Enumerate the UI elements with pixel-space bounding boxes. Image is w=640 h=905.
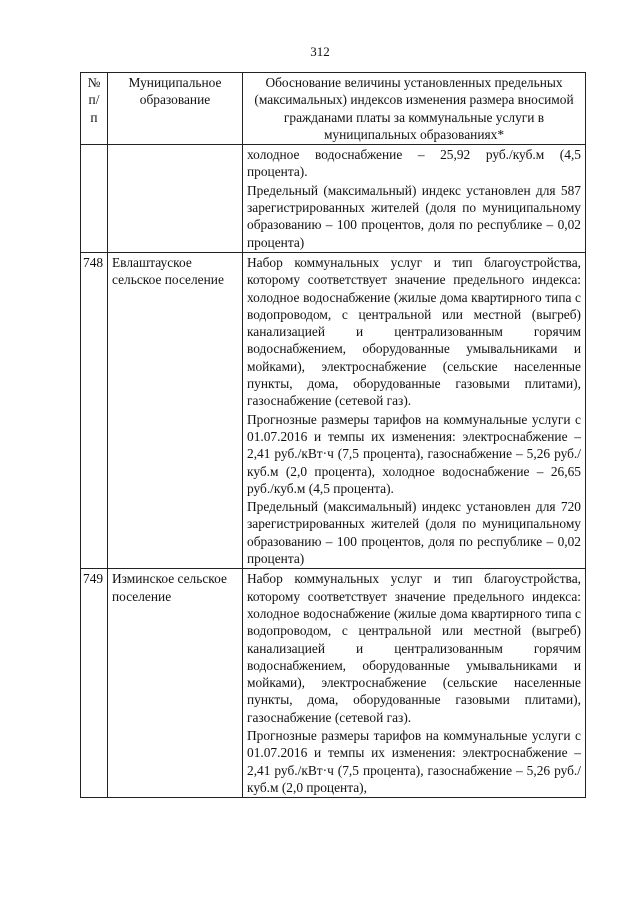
table-row xyxy=(81,569,586,798)
justification-paragraph: холодное водоснабжение – 25,92 руб./куб.м (4,5 процента). xyxy=(247,147,581,180)
table-row xyxy=(81,145,586,253)
row-justification xyxy=(243,252,586,568)
header-justification: Обоснование величины установленных предельных (максимальных) индексов изменения размера вносимой гражданами платы за коммунальные услуги в муниципальных образованиях* xyxy=(243,73,586,145)
justification-paragraph: Прогнозные размеры тарифов на коммунальные услуги с 01.07.2016 и темпы их изменения: электроснабжение – 2,41 руб./кВт·ч (7,5 процента), газоснабжение – 5,26 руб./куб.м (2,0 процента), xyxy=(247,727,581,795)
row-municipality: Евлаштауское сельское поселение xyxy=(108,252,243,568)
page-number: 312 xyxy=(310,44,330,59)
justification-paragraph: Набор коммунальных услуг и тип благоустройства, которому соответствует значение предельного индекса: холодное водоснабжение (жилые дома квартирного типа с водопроводом, с центральной или местной (выгреб) канализацией и централизованным горячим водоснабжением, оборудованные умывальниками и мойками), электроснабжение (сельские населенные пункты, дома, оборудованные газовыми плитами), газоснабжение (сетевой газ). xyxy=(247,571,581,725)
row-number: 749 xyxy=(81,569,108,798)
row-number xyxy=(81,145,108,253)
row-number: 748 xyxy=(81,252,108,568)
justification-paragraph: Предельный (максимальный) индекс установлен для 720 зарегистрированных жителей (доля по муниципальному образованию – 100 процентов, доля по республике – 0,02 процента) xyxy=(247,499,581,567)
table-row xyxy=(81,252,586,568)
justification-paragraph: Предельный (максимальный) индекс установлен для 587 зарегистрированных жителей (доля по муниципальному образованию – 100 процентов, доля по республике – 0,02 процента) xyxy=(247,182,581,250)
tariff-index-table xyxy=(80,72,586,798)
row-justification xyxy=(243,145,586,253)
header-num: № п/п xyxy=(81,73,108,145)
row-justification xyxy=(243,569,586,798)
table-header-row xyxy=(81,73,586,145)
row-municipality: Изминское сельское поселение xyxy=(108,569,243,798)
justification-paragraph: Набор коммунальных услуг и тип благоустройства, которому соответствует значение предельного индекса: холодное водоснабжение (жилые дома квартирного типа с водопроводом, с центральной или местной (выгреб) канализацией и централизованным горячим водоснабжением, оборудованные умывальниками и мойками), электроснабжение (сельские населенные пункты, дома, оборудованные газовыми плитами), газоснабжение (сетевой газ). xyxy=(247,254,581,409)
header-municipality: Муниципальное образование xyxy=(108,73,243,145)
justification-paragraph: Прогнозные размеры тарифов на коммунальные услуги с 01.07.2016 и темпы их изменения: электроснабжение – 2,41 руб./кВт·ч (7,5 процента), газоснабжение – 5,26 руб./куб.м (2,0 процента), холодное водоснабжение – 26,65 руб./куб.м (4,5 процента). xyxy=(247,411,581,496)
row-municipality xyxy=(108,145,243,253)
